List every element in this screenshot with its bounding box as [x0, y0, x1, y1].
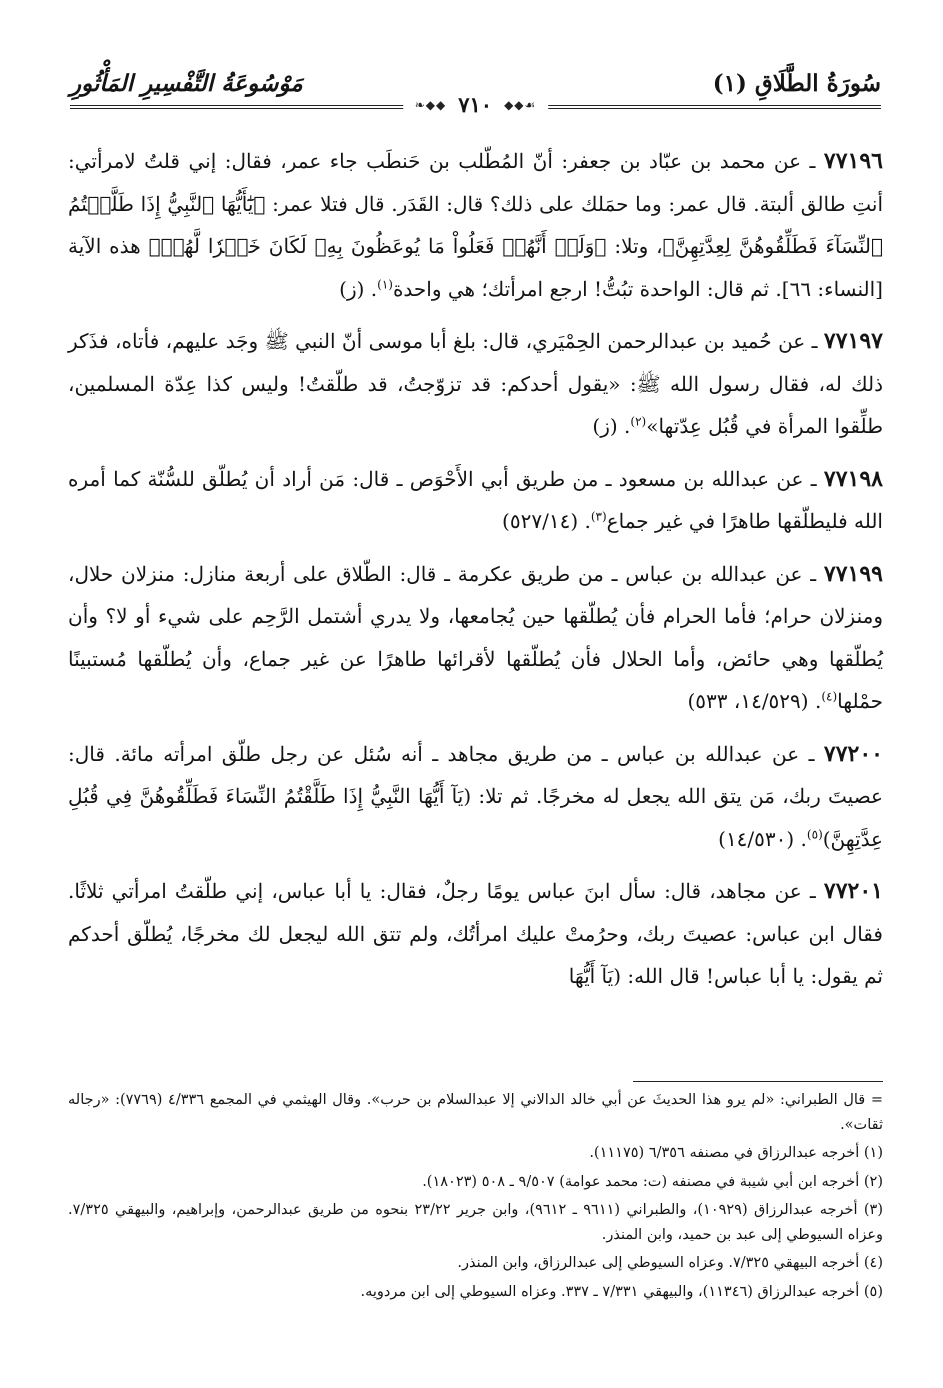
footnote: (٤) أخرجه البيهقي ٧/٣٢٥. وعزاه السيوطي إلى عبدالرزاق، وابن المنذر. — [457, 1255, 883, 1271]
footnote-ref[interactable]: (١) — [377, 276, 393, 291]
running-header — [70, 68, 881, 117]
narration-entry — [68, 458, 883, 543]
narration-entry — [68, 320, 883, 448]
narration-text: ـ عن عبدالله بن عباس ـ من طريق مجاهد ـ أنه سُئل عن رجل طلّق امرأته مائة. قال: عصيتَ ربك، مَن يتق الله يجعل له مخرجًا. ثم تلا: (يَآ أَيُّهَا النَّبِيُّ إِذَا طَلَّقْتُمُ النِّسَاءَ فَطَلِّقُوهُنَّ فِي قُبُلِ عِدَّتِهِنَّ) — [68, 741, 883, 851]
footnote: = قال الطبراني: «لم يرو هذا الحديثَ عن أبي خالد الدالاني إلا عبدالسلام بن حرب». وقال الهيثمي في المجمع ٤/٣٣٦ (٧٧٦٩): «رجاله ثقات». — [68, 1092, 883, 1133]
narration-tail: . (١٤/٥٣٠) — [718, 826, 807, 851]
footnote: (٢) أخرجه ابن أبي شيبة في مصنفه (ت: محمد عوامة) ٩/٥٠٧ ـ ٥٠٨ (١٨٠٢٣). — [422, 1173, 883, 1190]
narration-text: ـ عن محمد بن عبّاد بن جعفر: أنّ المُطّلب بن حَنطَب جاء عمر، فقال: إني قلتُ لامرأتي: أنتِ طالق ألبتة. قال عمر: وما حمَلك على ذلك؟ قال: القَدَر. قال فتلا عمر: ﴿يَٰٓأَيُّهَا ٱلنَّبِيُّ إِذَا طَلَّقۡتُمُ ٱلنِّسَآءَ فَطَلِّقُوهُنَّ لِعِدَّتِهِنَّ﴾، وتلا: ﴿وَلَوۡ أَنَّهُمۡ فَعَلُواْ مَا يُوعَظُونَ بِهِۦ لَكَانَ خَيۡرٗا لَّهُمۡ﴾ هذه الآية [النساء: ٦٦]. ثم قال: الواحدة تبُتُّ! ارجع امرأتك؛ هي واحدة — [68, 149, 883, 301]
narration-tail: . (ز) — [339, 276, 378, 301]
main-text — [68, 140, 883, 1008]
footnote: (١) أخرجه عبدالرزاق في مصنفه ٦/٣٥٦ (١١١٧٥). — [589, 1145, 883, 1161]
narration-number: ٧٧٢٠١ — [823, 878, 883, 904]
ornament-left-icon: ❧◆◆ — [414, 98, 447, 112]
page-number: ٧١٠ — [458, 92, 493, 117]
narration-number: ٧٧٢٠٠ — [823, 740, 883, 767]
footnote-ref[interactable]: (٤) — [821, 689, 838, 704]
narration-tail: . (ز) — [592, 414, 631, 438]
footnote-separator — [633, 1081, 883, 1082]
page-number-box — [403, 92, 549, 118]
narration-text: ـ عن حُميد بن عبدالرحمن الحِمْيَري، قال: بلغ أبا موسى أنّ النبي ﷺ وجَد عليهم، فأتاه، فذَكر ذلك له، فقال رسول الله ﷺ: «يقول أحدكم: قد تزوّجتُ، قد طلّقتُ! وليس كذا عِدّة المسلمين، طلِّقوا المرأة في قُبُل عِدّتها» — [68, 329, 883, 438]
narration-number: ٧٧١٩٧ — [823, 328, 883, 354]
footnote-ref[interactable]: (٣) — [590, 509, 607, 524]
narration-entry — [68, 870, 883, 998]
footnote-ref[interactable]: (٥) — [806, 826, 823, 841]
narration-tail: . (١٤/٥٢٩، ٥٣٣) — [687, 689, 822, 713]
narration-number: ٧٧١٩٨ — [823, 465, 883, 492]
ornament-right-icon: ◆◆☙ — [504, 98, 537, 112]
narration-tail: . (٥٢٧/١٤) — [502, 509, 591, 533]
narration-entry — [68, 733, 883, 861]
footnote: (٣) أخرجه عبدالرزاق (١٠٩٢٩)، والطبراني (٩٦١١ ـ ٩٦١٢)، وابن جرير ٢٣/٢٢ بنحوه من طريق عبدالرحمن، وإبراهيم، والبيهقي ٧/٣٢٥. وعزاه السيوطي إلى عبد بن حميد، وابن المنذر. — [68, 1202, 883, 1243]
book-title: مَوْسُوعَةُ التَّفْسِيرِ المَأْثُورِ — [70, 70, 303, 97]
footnote-ref[interactable]: (٢) — [630, 414, 647, 429]
narration-entry — [68, 553, 883, 723]
narration-number: ٧٧١٩٦ — [823, 148, 883, 174]
surah-title: سُورَةُ الطَّلَاقِ (١) — [712, 70, 881, 97]
narration-text: ـ عن عبدالله بن عباس ـ من طريق عكرمة ـ قال: الطّلاق على أربعة منازل: منزلان حلال، ومنزلان حرام؛ فأما الحرام فأن يُطلّقها حين يُجامعها، ولا يدري أشتمل الرَّحِم على شيء أو لا؟ وأن يُطلّقها وهي حائض، وأما الحلال فأن يُطلّقها لأقرائها طاهرًا عن غير جماع، وأن يُطلّقها مُستبينًا حمْلها — [68, 561, 883, 713]
footnotes — [68, 1088, 883, 1308]
narration-text: ـ عن عبدالله بن مسعود ـ من طريق أبي الأَحْوَص ـ قال: مَن أراد أن يُطلّق للسُّنّة كما أمره الله فليطلّقها طاهرًا في غير جماع — [68, 466, 883, 533]
narration-number: ٧٧١٩٩ — [823, 560, 883, 587]
footnote: (٥) أخرجه عبدالرزاق (١١٣٤٦)، والبيهقي ٧/٣٣١ ـ ٣٣٧. وعزاه السيوطي إلى ابن مردويه. — [360, 1283, 883, 1300]
narration-entry — [68, 140, 883, 310]
narration-text: ـ عن مجاهد، قال: سأل ابنَ عباس يومًا رجلٌ، فقال: يا أبا عباس، إني طلّقتُ امرأتي ثلاثًا. فقال ابن عباس: عصيتَ ربك، وحرُمتْ عليك امرأتُك، ولم تتق الله ليجعل لك مخرجًا، يُطلّق أحدكم ثم يقول: يا أبا عباس! قال الله: (يَآ أَيُّهَا — [68, 879, 883, 988]
